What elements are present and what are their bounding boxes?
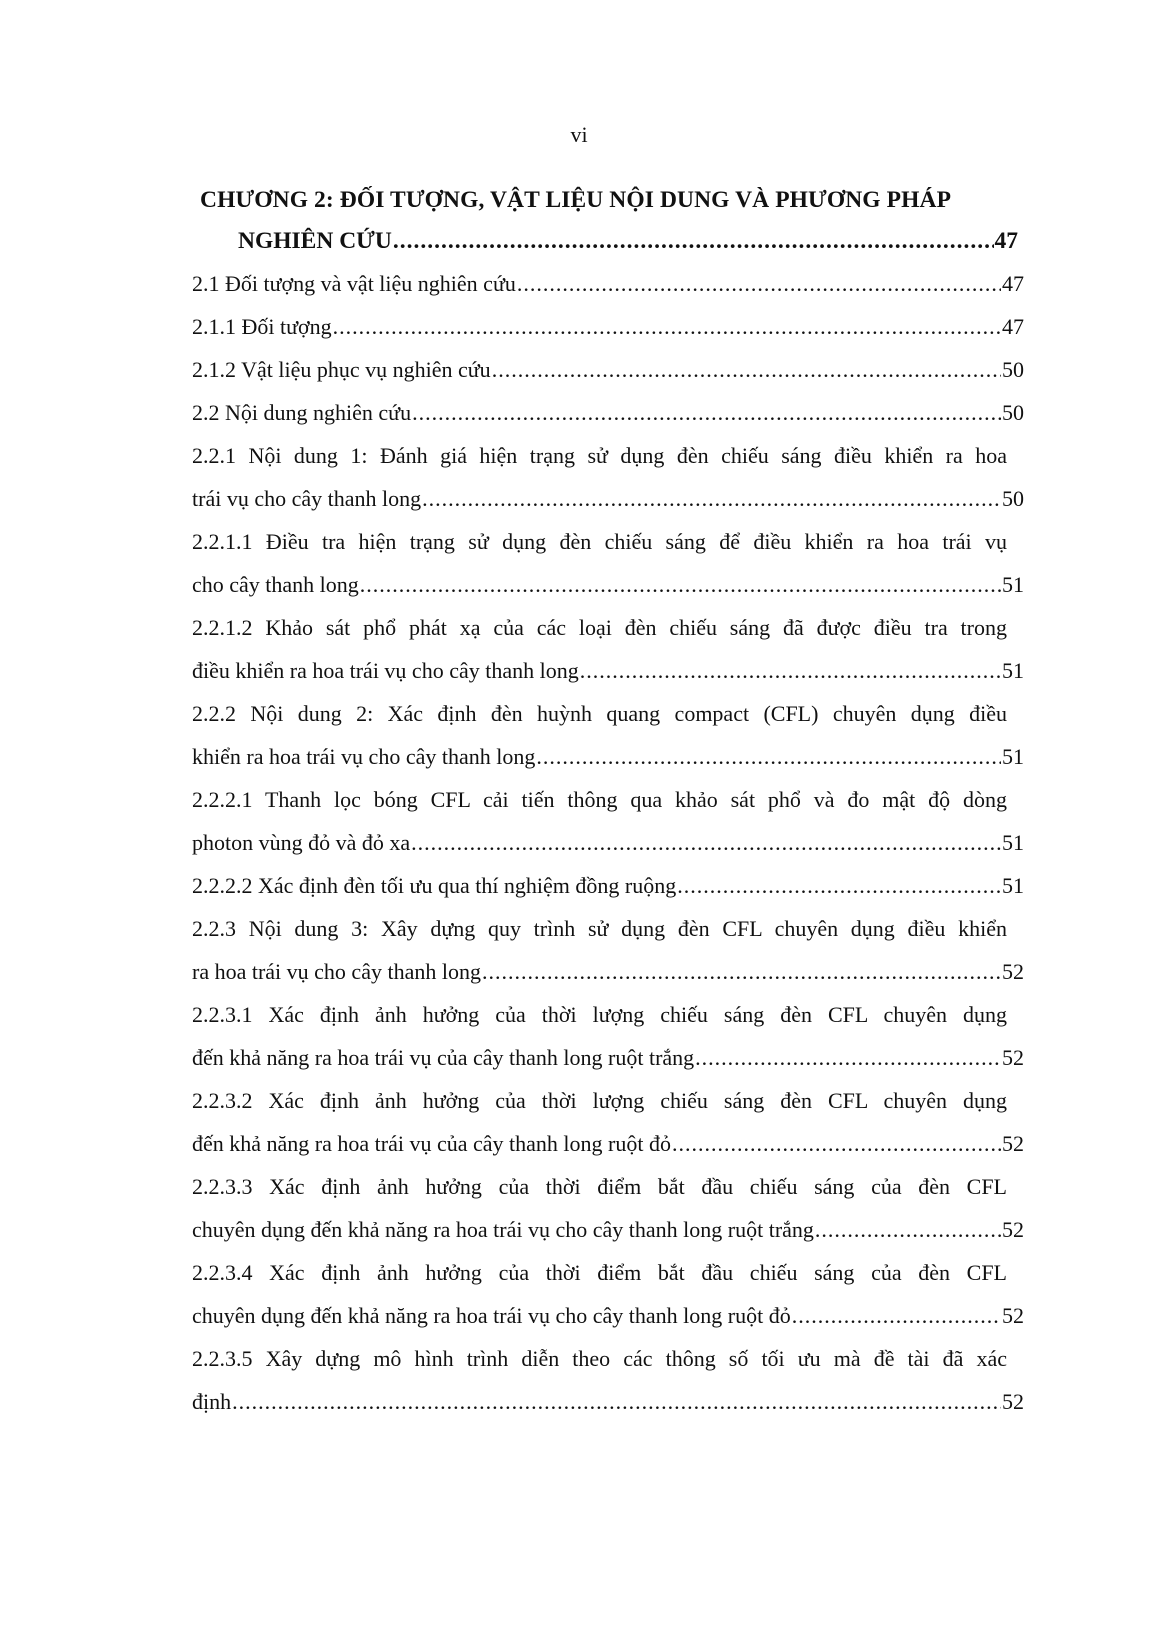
page-ref: 50 <box>1002 357 1024 382</box>
toc-entry-title: 2.2 Nội dung nghiên cứu <box>192 400 412 425</box>
toc-entry-title: 2.1.1 Đối tượng <box>192 314 332 339</box>
toc-entry[interactable] <box>0 1251 1158 1337</box>
toc-entry-title-first-line: 2.2.3.5 Xây dựng mô hình trình diễn theo các thông số tối ưu mà đề tài đã xác <box>192 1346 1007 1371</box>
page-ref: 51 <box>1002 830 1024 855</box>
dot-leader <box>422 477 1001 520</box>
toc-entry-title-first-line: 2.2.2 Nội dung 2: Xác định đèn huỳnh quang compact (CFL) chuyên dụng điều <box>192 701 1007 726</box>
toc-entry[interactable] <box>0 993 1158 1079</box>
toc-entry-title: đến khả năng ra hoa trái vụ của cây thanh long ruột trắng <box>192 1045 695 1070</box>
dot-leader <box>517 262 1001 305</box>
chapter-title-line2: NGHIÊN CỨU <box>238 228 392 254</box>
toc-entry-title: photon vùng đỏ và đỏ xa <box>192 830 411 855</box>
toc-entry-title: khiển ra hoa trái vụ cho cây thanh long <box>192 744 536 769</box>
toc-entry-title: trái vụ cho cây thanh long <box>192 486 422 511</box>
toc-entries <box>0 262 1158 1423</box>
toc-entry-title: điều khiển ra hoa trái vụ cho cây thanh long <box>192 658 579 683</box>
dot-leader <box>792 1294 1001 1337</box>
dot-leader <box>393 220 994 262</box>
toc-entry-title-first-line: 2.2.3.3 Xác định ảnh hưởng của thời điểm bắt đầu chiếu sáng của đèn CFL <box>192 1174 1007 1199</box>
toc-entry[interactable] <box>0 606 1158 692</box>
toc-entry[interactable] <box>0 391 1158 434</box>
chapter-title-line1: CHƯƠNG 2: ĐỐI TƯỢNG, VẬT LIỆU NỘI DUNG VÀ PHƯƠNG PHÁP <box>200 187 952 213</box>
dot-leader <box>695 1036 1001 1079</box>
table-of-contents <box>0 180 1158 1423</box>
dot-leader <box>412 391 1001 434</box>
dot-leader <box>677 864 1001 907</box>
toc-entry[interactable] <box>0 692 1158 778</box>
dot-leader <box>672 1122 1001 1165</box>
toc-entry-title: 2.1 Đối tượng và vật liệu nghiên cứu <box>192 271 516 296</box>
dot-leader <box>411 821 1001 864</box>
toc-entry[interactable] <box>0 778 1158 864</box>
toc-entry-title: ra hoa trái vụ cho cây thanh long <box>192 959 481 984</box>
toc-entry-title-first-line: 2.2.3.1 Xác định ảnh hưởng của thời lượng chiếu sáng đèn CFL chuyên dụng <box>192 1002 1007 1027</box>
page-ref: 51 <box>1002 658 1024 683</box>
toc-entry-title: 2.1.2 Vật liệu phục vụ nghiên cứu <box>192 357 491 382</box>
toc-entry[interactable] <box>0 1165 1158 1251</box>
page-ref: 52 <box>1002 1045 1024 1070</box>
toc-entry-title-first-line: 2.2.2.1 Thanh lọc bóng CFL cải tiến thông qua khảo sát phổ và đo mật độ dòng <box>192 787 1007 812</box>
toc-entry[interactable] <box>0 1079 1158 1165</box>
toc-entry-title: chuyên dụng đến khả năng ra hoa trái vụ cho cây thanh long ruột trắng <box>192 1217 814 1242</box>
page-ref: 52 <box>1002 959 1024 984</box>
toc-entry[interactable] <box>0 262 1158 305</box>
page-ref: 47 <box>1002 271 1024 296</box>
page-ref: 50 <box>1002 486 1024 511</box>
dot-leader <box>815 1208 1001 1251</box>
toc-entry-title: 2.2.2.2 Xác định đèn tối ưu qua thí nghiệm đồng ruộng <box>192 873 677 898</box>
toc-entry[interactable] <box>0 907 1158 993</box>
toc-entry-title-first-line: 2.2.3 Nội dung 3: Xây dựng quy trình sử dụng đèn CFL chuyên dụng điều khiển <box>192 916 1007 941</box>
page-ref: 51 <box>1002 572 1024 597</box>
toc-entry-title: đến khả năng ra hoa trái vụ của cây thanh long ruột đỏ <box>192 1131 671 1156</box>
toc-entry[interactable] <box>0 1337 1158 1423</box>
toc-chapter-entry[interactable] <box>0 180 1158 262</box>
toc-entry-title: định <box>192 1389 232 1414</box>
dot-leader <box>536 735 1001 778</box>
page-number: vi <box>570 122 588 147</box>
toc-entry-title: chuyên dụng đến khả năng ra hoa trái vụ cho cây thanh long ruột đỏ <box>192 1303 791 1328</box>
toc-entry-title: cho cây thanh long <box>192 572 359 597</box>
page-ref: 52 <box>1002 1217 1024 1242</box>
dot-leader <box>580 649 1001 692</box>
toc-entry[interactable] <box>0 434 1158 520</box>
toc-entry[interactable] <box>0 305 1158 348</box>
dot-leader <box>360 563 1001 606</box>
toc-entry[interactable] <box>0 864 1158 907</box>
toc-entry-title-first-line: 2.2.1.1 Điều tra hiện trạng sử dụng đèn chiếu sáng để điều khiển ra hoa trái vụ <box>192 529 1007 554</box>
dot-leader <box>482 950 1001 993</box>
page-ref: 52 <box>1002 1131 1024 1156</box>
dot-leader <box>333 305 1001 348</box>
toc-entry[interactable] <box>0 520 1158 606</box>
page-ref: 51 <box>1002 873 1024 898</box>
dot-leader <box>232 1380 1001 1423</box>
page-ref: 50 <box>1002 400 1024 425</box>
page-ref: 47 <box>994 228 1018 254</box>
toc-entry-title-first-line: 2.2.3.2 Xác định ảnh hưởng của thời lượng chiếu sáng đèn CFL chuyên dụng <box>192 1088 1007 1113</box>
toc-entry-title-first-line: 2.2.1 Nội dung 1: Đánh giá hiện trạng sử dụng đèn chiếu sáng điều khiển ra hoa <box>192 443 1007 468</box>
page-ref: 51 <box>1002 744 1024 769</box>
toc-entry-title-first-line: 2.2.1.2 Khảo sát phổ phát xạ của các loại đèn chiếu sáng đã được điều tra trong <box>192 615 1007 640</box>
toc-entry[interactable] <box>0 348 1158 391</box>
page-ref: 52 <box>1002 1303 1024 1328</box>
dot-leader <box>492 348 1001 391</box>
page-ref: 47 <box>1002 314 1024 339</box>
toc-entry-title-first-line: 2.2.3.4 Xác định ảnh hưởng của thời điểm bắt đầu chiếu sáng của đèn CFL <box>192 1260 1007 1285</box>
page-ref: 52 <box>1002 1389 1024 1414</box>
